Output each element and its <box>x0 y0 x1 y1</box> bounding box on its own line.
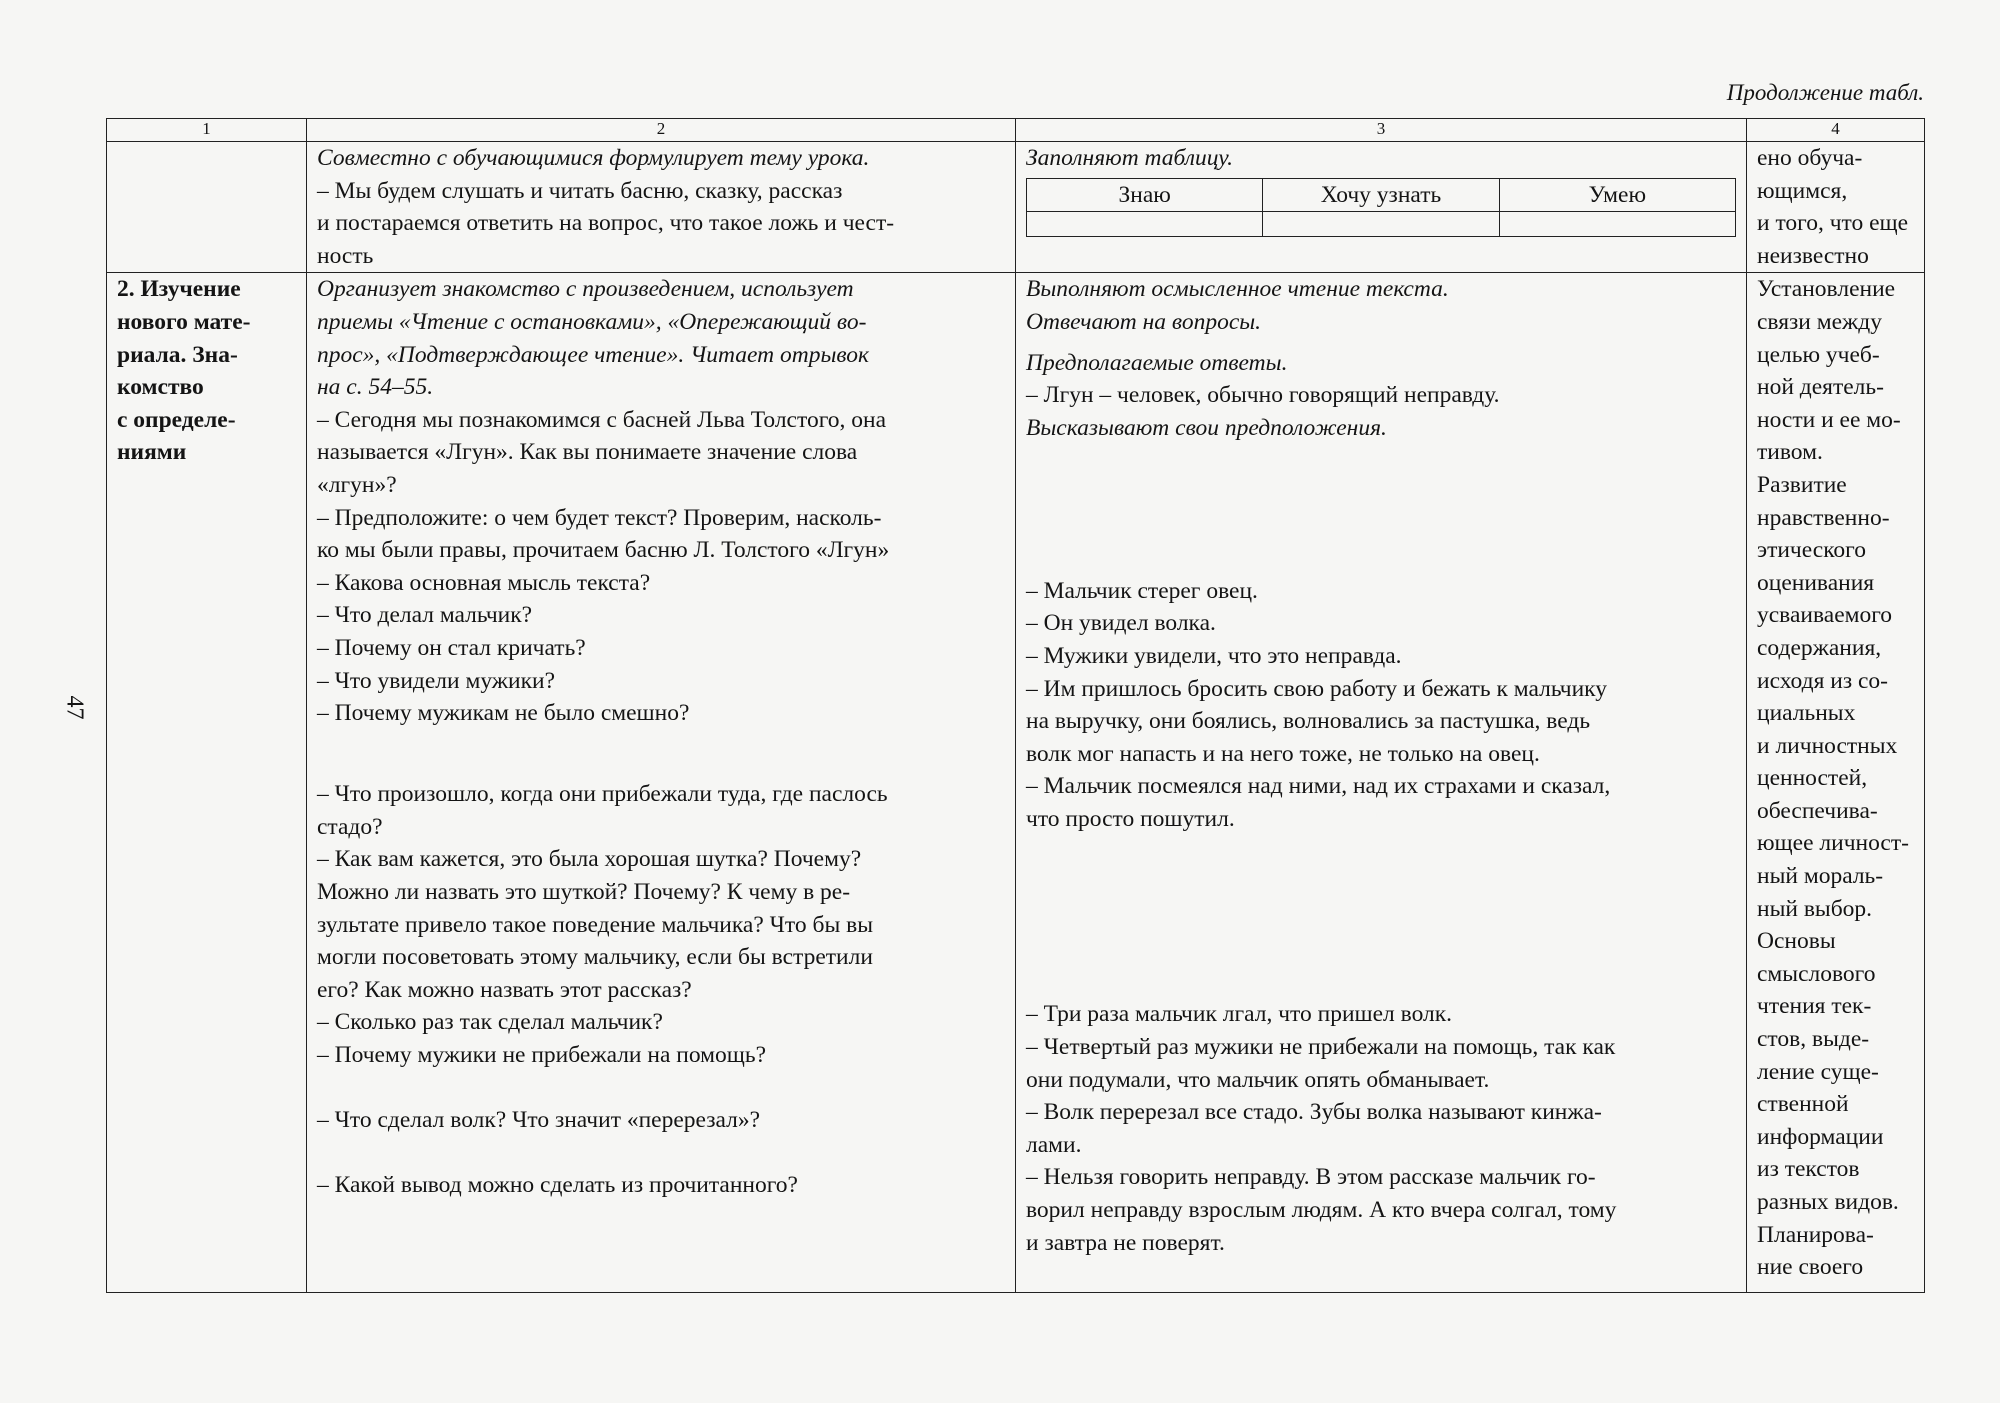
outcome-line: смыслового <box>1757 960 1876 987</box>
student-answer-line: – Волк перерезал все стадо. Зубы волка называют кинжа- <box>1026 1099 1602 1126</box>
student-answer-line: на выручку, они боялись, волновались за пастушка, ведь <box>1026 708 1591 735</box>
column-number: 2 <box>307 119 1016 142</box>
stage-title-line: ниями <box>117 439 187 466</box>
row1-outcome-line: ющимся, <box>1757 177 1848 204</box>
row2-teacher-cell <box>307 273 1016 1293</box>
row1-student-instruction: Заполняют таблицу. <box>1026 145 1234 171</box>
row1-stage-cell <box>107 142 307 273</box>
spacer <box>1026 477 1736 510</box>
outcome-line: Установление <box>1757 276 1896 303</box>
teacher-question-line: – Какой вывод можно сделать из прочитанного? <box>317 1172 798 1199</box>
outcome-line: ной деятель- <box>1757 374 1884 401</box>
student-answer-line: – Он увидел волка. <box>1026 610 1216 637</box>
stage-title-line: риала. Зна- <box>117 341 238 368</box>
teacher-question-line: – Что произошло, когда они прибежали туда, где паслось <box>317 781 888 808</box>
outcome-line: ности и ее мо- <box>1757 406 1901 433</box>
row1-teacher-line: – Мы будем слушать и читать басню, сказку, рассказ <box>317 177 843 204</box>
column-number: 3 <box>1016 119 1747 142</box>
outcome-line: тивом. <box>1757 439 1823 466</box>
outcome-line: стов, выде- <box>1757 1026 1870 1053</box>
teacher-question-line: могли посоветовать этому мальчику, если бы встретили <box>317 944 873 971</box>
teacher-question-line: зультате привело такое поведение мальчика? Что бы вы <box>317 911 874 938</box>
outcome-line: ный выбор. <box>1757 895 1873 922</box>
spacer <box>317 1072 1005 1105</box>
outcome-line: разных видов. <box>1757 1189 1899 1215</box>
outcome-line: обеспечива- <box>1757 797 1878 824</box>
student-answer-line: они подумали, что мальчик опять обманывает. <box>1026 1066 1490 1093</box>
row2-stage-cell <box>107 273 307 1293</box>
teacher-intro-line: приемы «Чтение с остановками», «Опережающий во- <box>317 308 867 335</box>
kwl-header-row <box>1027 178 1736 212</box>
column-number: 1 <box>107 119 307 142</box>
spacer <box>317 1137 1005 1170</box>
outcome-line: чтения тек- <box>1757 993 1872 1020</box>
outcome-line: содержания, <box>1757 634 1882 661</box>
outcome-line: целью учеб- <box>1757 341 1880 368</box>
teacher-question-line: – Сколько раз так сделал мальчик? <box>317 1009 663 1036</box>
student-answer-line: волк мог напасть и на него тоже, не только на овец. <box>1026 740 1540 767</box>
spacer <box>1026 966 1736 999</box>
teacher-question-line: называется «Лгун». Как вы понимаете значение слова <box>317 439 858 466</box>
student-answer-line: – Мужики увидели, что это неправда. <box>1026 642 1402 669</box>
column-number: 4 <box>1747 119 1925 142</box>
teacher-intro-line: прос», «Подтверждающее чтение». Читает отрывок <box>317 341 870 368</box>
outcome-line: ственной <box>1757 1091 1849 1118</box>
teacher-question-line: – Какова основная мысль текста? <box>317 569 651 596</box>
teacher-question-line: ко мы были правы, прочитаем басню Л. Толстого «Лгун» <box>317 537 890 564</box>
kwl-table <box>1026 178 1736 238</box>
row1-student-cell <box>1016 142 1747 273</box>
teacher-question-line: его? Как можно назвать этот рассказ? <box>317 976 692 1003</box>
stage-title-line: нового мате- <box>117 308 251 335</box>
spacer <box>317 762 1005 778</box>
outcome-line: ние своего <box>1757 1254 1864 1281</box>
teacher-question-line: – Как вам кажется, это была хорошая шутка? Почему? <box>317 846 862 873</box>
teacher-question-line: – Почему мужикам не было смешно? <box>317 700 690 727</box>
outcome-line: Развитие <box>1757 471 1847 498</box>
outcome-line: связи между <box>1757 308 1883 335</box>
teacher-intro-line: на с. 54–55. <box>317 374 434 401</box>
student-answer-line: – Лгун – человек, обычно говорящий неправду. <box>1026 382 1500 409</box>
answers-label: Предполагаемые ответы. <box>1026 349 1288 376</box>
student-answer-line: – Нельзя говорить неправду. В этом рассказе мальчик го- <box>1026 1164 1596 1191</box>
spacer <box>1026 510 1736 543</box>
student-answer-line: ворил неправду взрослым людям. А кто вчера солгал, тому <box>1026 1197 1617 1223</box>
row1-outcome-cell <box>1747 142 1925 273</box>
table-row-1 <box>107 142 1925 273</box>
outcome-line: Планирова- <box>1757 1221 1874 1248</box>
teacher-question-line: стадо? <box>317 813 383 840</box>
row1-outcome-line: ено обуча- <box>1757 145 1863 171</box>
student-answer-line: – Мальчик стерег овец. <box>1026 577 1258 604</box>
kwl-header-want: Хочу узнать <box>1263 178 1499 212</box>
kwl-empty-row <box>1027 212 1736 237</box>
page-number: 47 <box>61 695 88 720</box>
outcome-line: усваиваемого <box>1757 602 1893 629</box>
outcome-line: ление суще- <box>1757 1058 1879 1085</box>
kwl-header-know: Знаю <box>1027 178 1263 212</box>
student-answer-line: Высказывают свои предположения. <box>1026 414 1387 441</box>
column-number-row <box>107 119 1925 142</box>
teacher-question-line: – Что увидели мужики? <box>317 667 556 694</box>
lesson-table <box>106 118 1925 1293</box>
outcome-line: оценивания <box>1757 569 1875 596</box>
student-answer-line: – Четвертый раз мужики не прибежали на помощь, так как <box>1026 1034 1616 1061</box>
teacher-question-line: – Предположите: о чем будет текст? Проверим, насколь- <box>317 504 882 531</box>
row1-outcome-line: и того, что еще <box>1757 210 1909 237</box>
outcome-line: циальных <box>1757 700 1856 727</box>
student-answer-line: – Мальчик посмеялся над ними, над их страхами и сказал, <box>1026 773 1611 800</box>
outcome-line: и личностных <box>1757 732 1898 759</box>
row1-outcome-line: неизвестно <box>1757 242 1869 269</box>
row1-teacher-line: Совместно с обучающимися формулирует тему урока. <box>317 145 870 171</box>
stage-title-line: с определе- <box>117 406 236 433</box>
continuation-label: Продолжение табл. <box>1726 80 1924 105</box>
teacher-question-line: «лгун»? <box>317 471 397 498</box>
student-answer-line: и завтра не поверят. <box>1026 1229 1225 1256</box>
outcome-line: информации <box>1757 1123 1884 1150</box>
spacer <box>1026 868 1736 901</box>
spacer <box>1026 933 1736 966</box>
kwl-empty-cell <box>1499 212 1735 237</box>
outcome-line: ющее личност- <box>1757 830 1909 857</box>
row1-teacher-cell <box>307 142 1016 273</box>
spacer <box>1026 339 1736 347</box>
teacher-question-line: – Что делал мальчик? <box>317 602 533 629</box>
student-answer-line: – Три раза мальчик лгал, что пришел волк. <box>1026 1001 1453 1028</box>
student-activity-line: Выполняют осмысленное чтение текста. <box>1026 276 1449 303</box>
teacher-question-line: Можно ли назвать это шуткой? Почему? К чему в ре- <box>317 879 851 906</box>
teacher-question-line: – Почему он стал кричать? <box>317 634 586 661</box>
row2-outcome-cell <box>1747 273 1925 1293</box>
kwl-header-can: Умею <box>1499 178 1735 212</box>
spacer <box>1026 835 1736 868</box>
student-answer-line: – Им пришлось бросить свою работу и бежать к мальчику <box>1026 675 1608 702</box>
stage-title-line: комство <box>117 374 204 401</box>
row1-teacher-line: и постараемся ответить на вопрос, что такое ложь и чест- <box>317 210 895 237</box>
outcome-line: нравственно- <box>1757 504 1890 531</box>
outcome-line: ценностей, <box>1757 765 1868 792</box>
outcome-line: Основы <box>1757 928 1836 955</box>
kwl-empty-cell <box>1263 212 1499 237</box>
table-row-2 <box>107 273 1925 1293</box>
student-answer-line: что просто пошутил. <box>1026 805 1235 832</box>
outcome-line: из текстов <box>1757 1156 1860 1183</box>
teacher-question-line: – Почему мужики не прибежали на помощь? <box>317 1042 767 1069</box>
student-activity-line: Отвечают на вопросы. <box>1026 308 1262 335</box>
teacher-question-line: – Что сделал волк? Что значит «перерезал»? <box>317 1107 761 1134</box>
row1-teacher-line: ность <box>317 242 374 269</box>
kwl-empty-cell <box>1027 212 1263 237</box>
spacer <box>1026 901 1736 934</box>
outcome-line: ный мораль- <box>1757 863 1884 890</box>
outcome-line: этического <box>1757 537 1866 564</box>
stage-title-line: 2. Изучение <box>117 276 241 303</box>
teacher-question-line: – Сегодня мы познакомимся с басней Льва Толстого, она <box>317 406 887 433</box>
teacher-intro-line: Организует знакомство с произведением, использует <box>317 276 854 303</box>
outcome-line: исходя из со- <box>1757 667 1889 694</box>
spacer <box>1026 444 1736 477</box>
student-answer-line: лами. <box>1026 1131 1082 1158</box>
spacer <box>1026 542 1736 575</box>
row2-student-cell <box>1016 273 1747 1293</box>
spacer <box>317 730 1005 763</box>
